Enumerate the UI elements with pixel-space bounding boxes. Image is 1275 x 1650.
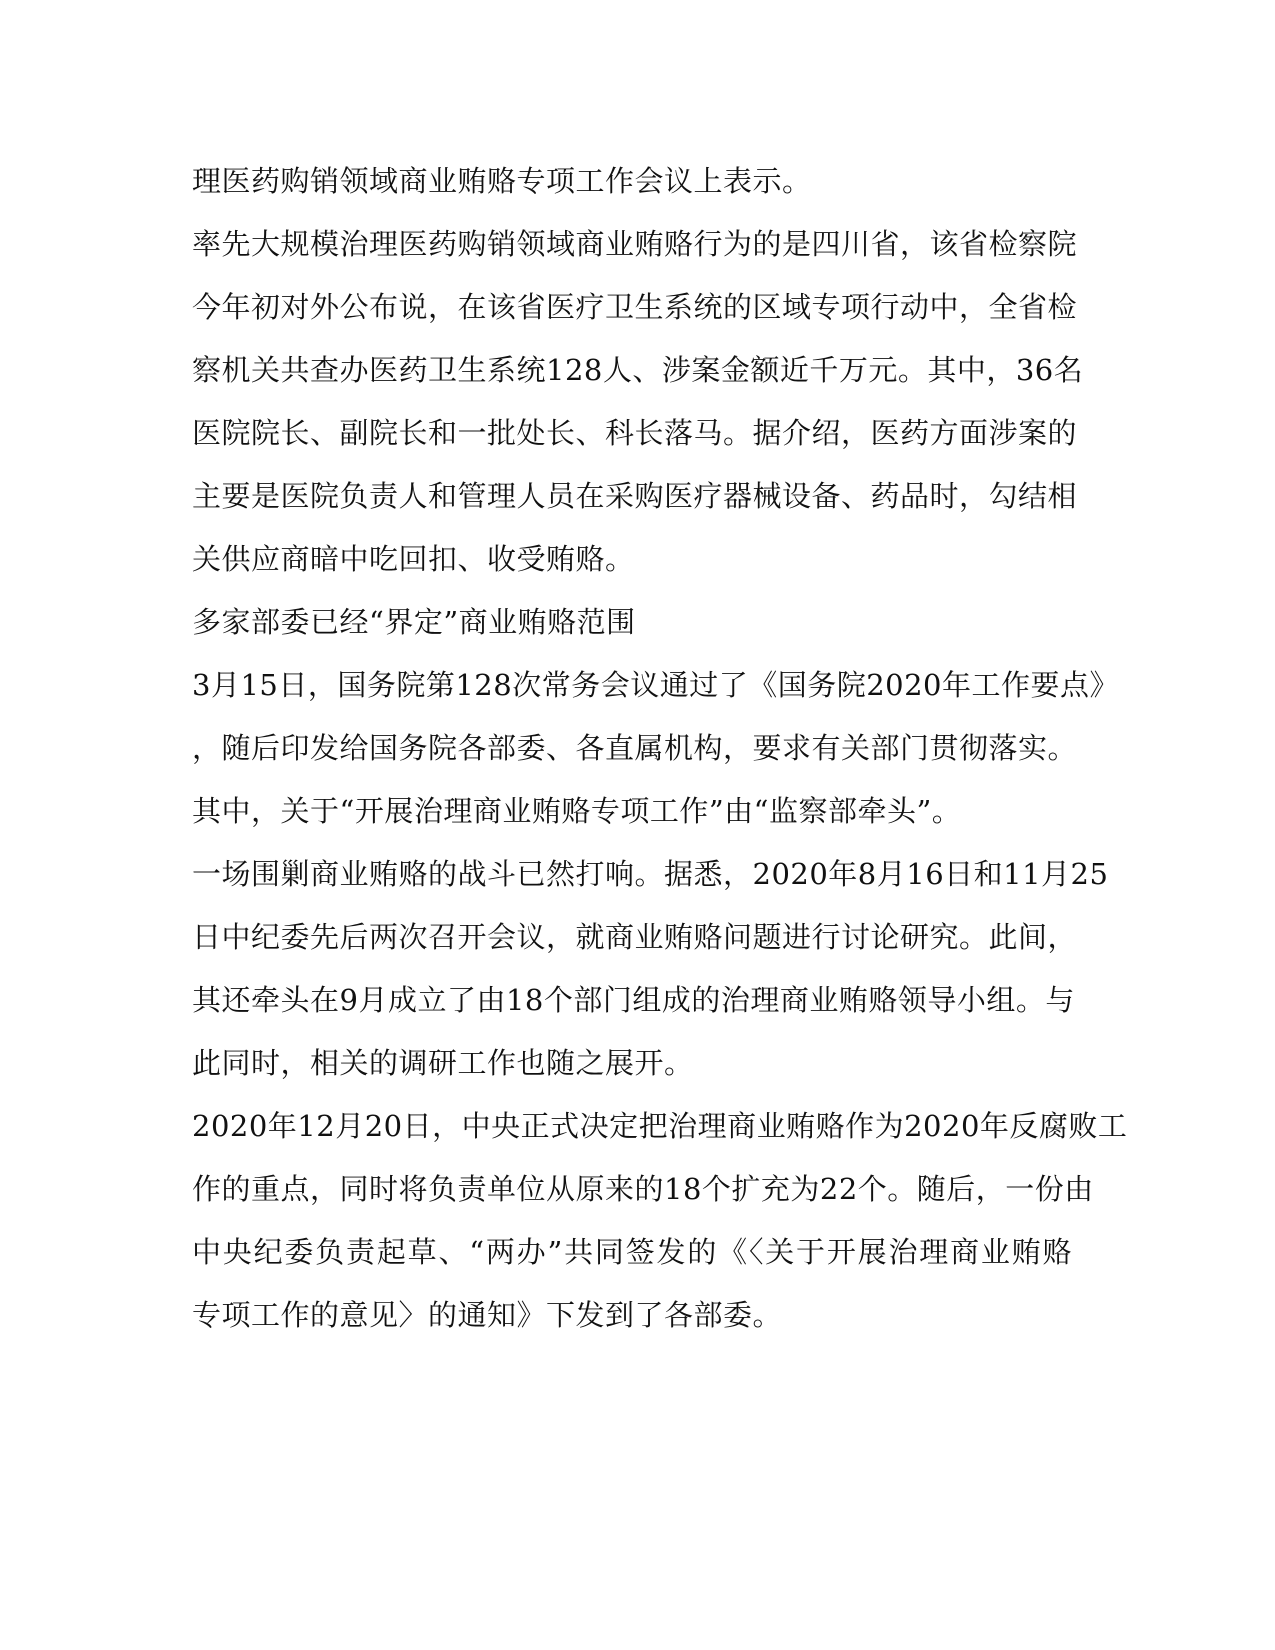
section-heading: 多家部委已经“界定”商业贿赂范围 (192, 605, 636, 639)
text-line: 医院院长、副院长和一批处长、科长落马。据介绍，医药方面涉案的 (192, 416, 1078, 450)
text-line: 其中，关于“开展治理商业贿赂专项工作”由“监察部牵头”。 (192, 794, 962, 828)
text-line: 理医药购销领域商业贿赂专项工作会议上表示。 (192, 164, 812, 198)
text-line: 专项工作的意见〉的通知》下发到了各部委。 (192, 1298, 783, 1332)
text-line: 3月15日，国务院第128次常务会议通过了《国务院2020年工作要点》 (192, 668, 1120, 702)
text-line: 其还牵头在9月成立了由18个部门组成的治理商业贿赂领导小组。与 (192, 983, 1075, 1017)
text-line: 率先大规模治理医药购销领域商业贿赂行为的是四川省，该省检察院 (192, 227, 1078, 261)
text-line: 一场围剿商业贿赂的战斗已然打响。据悉，2020年8月16日和11月25 (192, 857, 1109, 891)
text-line: 关供应商暗中吃回扣、收受贿赂。 (192, 542, 635, 576)
text-line: 察机关共查办医药卫生系统128人、涉案金额近千万元。其中，36名 (192, 353, 1084, 387)
text-line: 主要是医院负责人和管理人员在采购医疗器械设备、药品时，勾结相 (192, 479, 1078, 513)
document-body (192, 150, 1128, 1347)
text-line: 2020年12月20日，中央正式决定把治理商业贿赂作为2020年反腐败工 (192, 1109, 1128, 1143)
text-line: ，随后印发给国务院各部委、各直属机构，要求有关部门贯彻落实。 (192, 731, 1078, 765)
text-line: 作的重点，同时将负责单位从原来的18个扩充为22个。随后，一份由 (192, 1172, 1094, 1206)
text-line: 今年初对外公布说，在该省医疗卫生系统的区域专项行动中，全省检 (192, 290, 1078, 324)
text-line: 中央纪委负责起草、“两办”共同签发的《〈关于开展治理商业贿赂 (192, 1235, 1072, 1269)
text-line: 此同时，相关的调研工作也随之展开。 (192, 1046, 694, 1080)
text-line: 日中纪委先后两次召开会议，就商业贿赂问题进行讨论研究。此间， (192, 920, 1078, 954)
